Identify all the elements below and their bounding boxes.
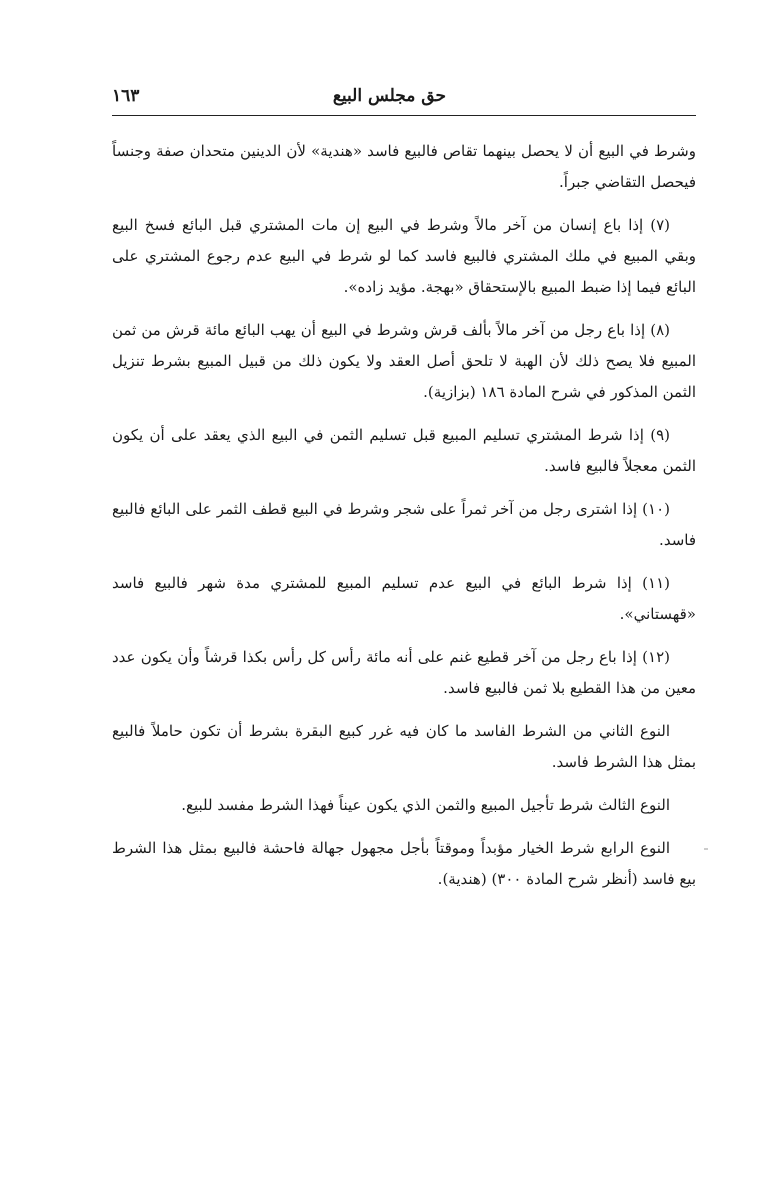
page-number: ١٦٣ bbox=[112, 86, 140, 106]
paragraph-item-7: (٧) إذا باع إنسان من آخر مالاً وشرط في البيع إن مات المشتري قبل البائع فسخ البيع وبقي المبيع في ملك المشتري فالبيع فاسد كما لو شرط في البيع عدم رجوع المشتري على البائع فيما إذا ضبط المبيع بالإستحقاق «بهجة. مؤيد زاده». bbox=[112, 216, 696, 296]
paragraph-type-4: النوع الرابع شرط الخيار مؤبداً وموقتاً بأجل مجهول جهالة فاحشة فالبيع بمثل هذا الشرط بيع فاسد (أنظر شرح المادة ٣٠٠) (هندية). bbox=[112, 839, 696, 888]
paragraph-type-2: النوع الثاني من الشرط الفاسد ما كان فيه غرر كبيع البقرة بشرط أن تكون حاملاً فالبيع بمثل هذا الشرط فاسد. bbox=[112, 722, 696, 771]
paragraph-item-8: (٨) إذا باع رجل من آخر مالاً بألف قرش وشرط في البيع أن يهب البائع مائة قرش من ثمن المبيع فلا يصح ذلك لأن الهبة لا تلحق أصل العقد ولا يكون ذلك من قبيل المبيع بشرط تنزيل الثمن المذكور في شرح المادة ١٨٦ (بزازية). bbox=[112, 321, 696, 401]
margin-speck bbox=[704, 848, 708, 850]
paragraph-continuation: وشرط في البيع أن لا يحصل بينهما تقاص فالبيع فاسد «هندية» لأن الدينين متحدان صفة وجنساً فيحصل التقاضي جبراً. bbox=[112, 142, 696, 191]
paragraph-item-9: (٩) إذا شرط المشتري تسليم المبيع قبل تسليم الثمن في البيع الذي يعقد على أن يكون الثمن معجلاً فالبيع فاسد. bbox=[112, 426, 696, 475]
paragraph-item-12: (١٢) إذا باع رجل من آخر قطيع غنم على أنه مائة رأس كل رأس بكذا قرشاً وأن يكون عدد معين من هذا القطيع بلا ثمن فالبيع فاسد. bbox=[112, 648, 696, 697]
body-text bbox=[112, 136, 696, 907]
page-header bbox=[112, 86, 696, 114]
paragraph-item-10: (١٠) إذا اشترى رجل من آخر ثمراً على شجر وشرط في البيع قطف الثمر على البائع فالبيع فاسد. bbox=[112, 500, 696, 549]
header-divider bbox=[112, 115, 696, 116]
paragraph-item-11: (١١) إذا شرط البائع في البيع عدم تسليم المبيع للمشتري مدة شهر فالبيع فاسد «قهستاني». bbox=[112, 574, 696, 623]
paragraph-type-3: النوع الثالث شرط تأجيل المبيع والثمن الذي يكون عيناً فهذا الشرط مفسد للبيع. bbox=[181, 796, 670, 814]
running-title: حق مجلس البيع bbox=[332, 86, 446, 106]
